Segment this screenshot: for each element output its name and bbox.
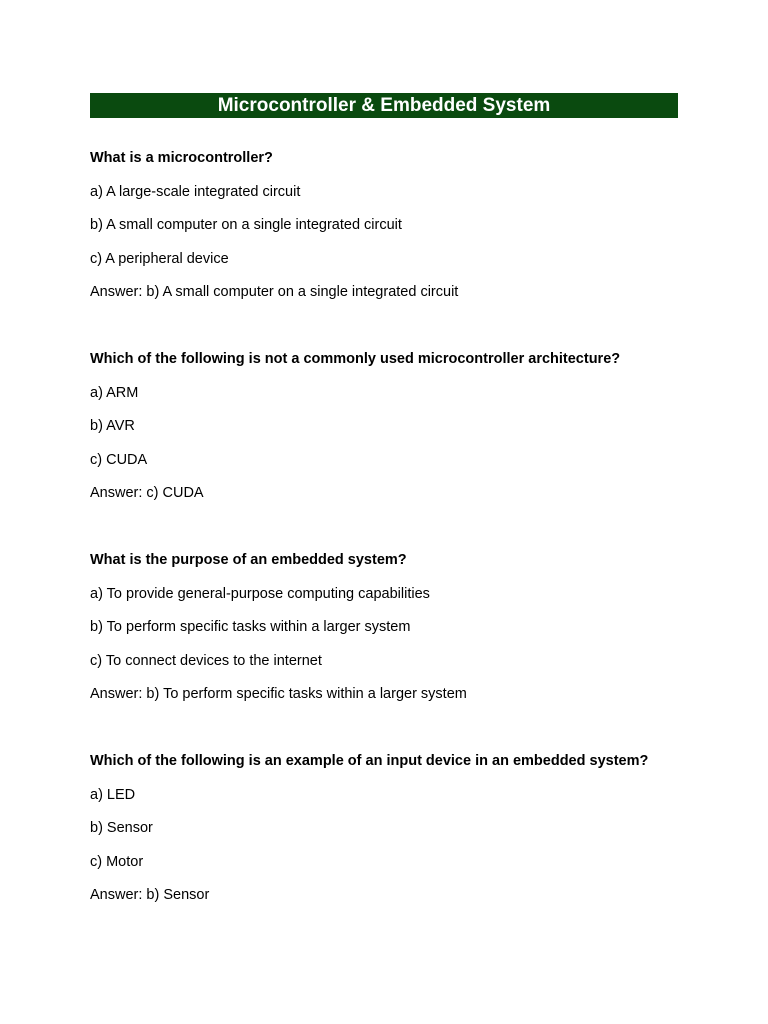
option-c: c) To connect devices to the internet bbox=[90, 652, 322, 669]
option-a: a) To provide general-purpose computing capabilities bbox=[90, 585, 430, 602]
option-c: c) CUDA bbox=[90, 451, 148, 468]
option-c: c) Motor bbox=[90, 853, 144, 870]
answer-text: Answer: c) CUDA bbox=[90, 485, 204, 501]
option-b: b) A small computer on a single integrated circuit bbox=[90, 217, 402, 233]
answer-text: Answer: b) Sensor bbox=[90, 887, 210, 903]
option-a: a) ARM bbox=[90, 384, 139, 401]
option-b: b) Sensor bbox=[90, 820, 153, 836]
option-b: b) AVR bbox=[90, 418, 135, 434]
option-a: a) A large-scale integrated circuit bbox=[90, 183, 301, 200]
qa-block-1 bbox=[90, 150, 678, 301]
question-text: Which of the following is not a commonly used microcontroller architecture? bbox=[90, 351, 621, 367]
qa-block-4 bbox=[90, 753, 678, 904]
qa-block-3 bbox=[90, 552, 678, 703]
option-c: c) A peripheral device bbox=[90, 250, 229, 267]
answer-text: Answer: b) To perform specific tasks within a larger system bbox=[90, 686, 467, 702]
question-text: What is a microcontroller? bbox=[90, 150, 273, 166]
question-text: Which of the following is an example of an input device in an embedded system? bbox=[90, 753, 649, 769]
qa-block-2 bbox=[90, 351, 678, 502]
question-text: What is the purpose of an embedded system? bbox=[90, 552, 407, 568]
option-b: b) To perform specific tasks within a larger system bbox=[90, 619, 411, 635]
answer-text: Answer: b) A small computer on a single integrated circuit bbox=[90, 284, 459, 300]
document-title: Microcontroller & Embedded System bbox=[90, 93, 678, 118]
option-a: a) LED bbox=[90, 786, 136, 803]
